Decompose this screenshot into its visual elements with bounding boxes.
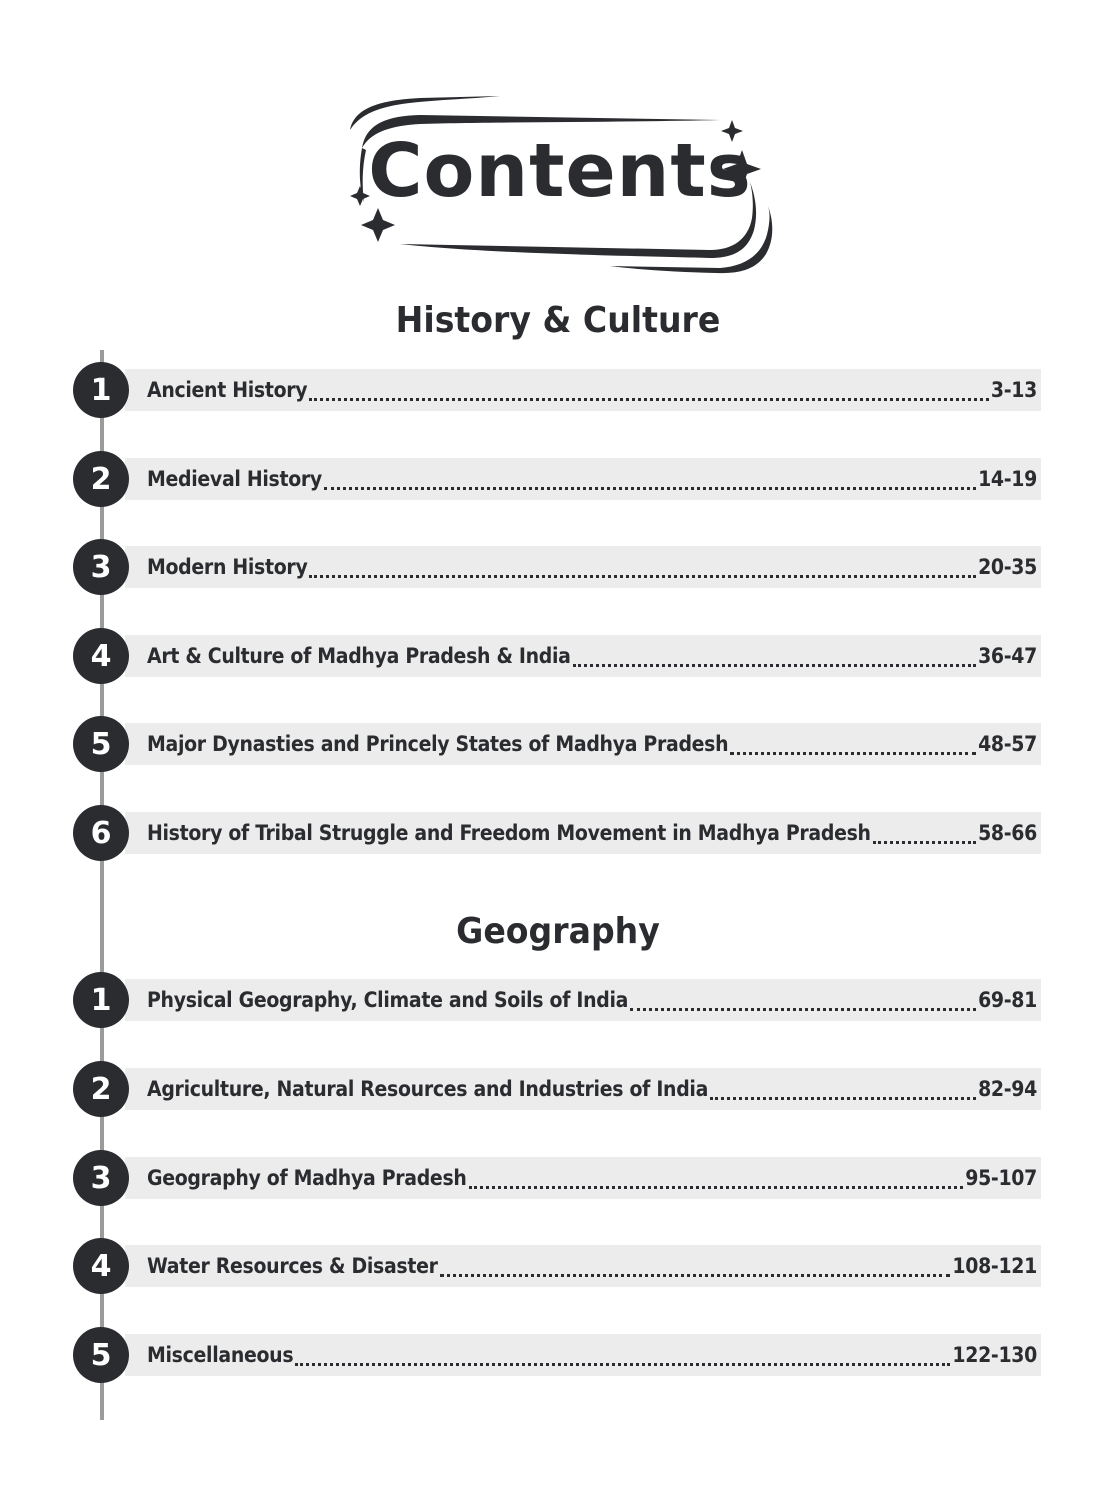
toc-entry[interactable]: [72, 715, 1042, 773]
chapter-number-badge: 1: [73, 362, 129, 418]
page-range: 58-66: [978, 821, 1037, 845]
toc-entry[interactable]: [72, 627, 1042, 685]
dot-leader: [573, 642, 976, 667]
toc-entry[interactable]: [72, 1149, 1042, 1207]
chapter-number-badge: 6: [73, 805, 129, 861]
dot-leader: [324, 465, 976, 490]
toc-entry-text: [147, 458, 1037, 500]
dot-leader: [440, 1252, 951, 1277]
toc-entry-text: [147, 723, 1037, 765]
dot-leader: [469, 1164, 964, 1189]
page-range: 20-35: [978, 555, 1037, 579]
toc-entry[interactable]: [72, 804, 1042, 862]
chapter-title: Modern History: [147, 555, 308, 579]
toc-entry[interactable]: [72, 538, 1042, 596]
toc-entry[interactable]: [72, 1237, 1042, 1295]
dot-leader: [630, 986, 976, 1011]
dot-leader: [873, 819, 976, 844]
dot-leader: [710, 1075, 976, 1100]
chapter-title: Art & Culture of Madhya Pradesh & India: [147, 644, 571, 668]
chapter-number-badge: 2: [73, 1061, 129, 1117]
section-heading-history: History & Culture: [395, 300, 721, 341]
page-title: Contents: [368, 128, 752, 214]
toc-entry-text: [147, 1334, 1037, 1376]
chapter-number-badge: 5: [73, 1327, 129, 1383]
dot-leader: [730, 730, 976, 755]
contents-badge: [340, 90, 780, 280]
section-heading-geography: Geography: [456, 911, 660, 952]
chapter-title: Geography of Madhya Pradesh: [147, 1166, 467, 1190]
chapter-title: History of Tribal Struggle and Freedom Movement in Madhya Pradesh: [147, 821, 871, 845]
chapter-number-badge: 4: [73, 1238, 129, 1294]
toc-entry-text: [147, 369, 1037, 411]
page-range: 3-13: [990, 378, 1037, 402]
page-range: 122-130: [952, 1343, 1037, 1367]
dot-leader: [309, 376, 989, 401]
page-range: 14-19: [978, 467, 1037, 491]
page-range: 82-94: [978, 1077, 1037, 1101]
chapter-title: Agriculture, Natural Resources and Industries of India: [147, 1077, 709, 1101]
page-range: 36-47: [978, 644, 1037, 668]
toc-entry[interactable]: [72, 450, 1042, 508]
chapter-title: Miscellaneous: [147, 1343, 294, 1367]
toc-entry-text: [147, 1157, 1037, 1199]
toc-entry[interactable]: [72, 1326, 1042, 1384]
chapter-number-badge: 3: [73, 539, 129, 595]
chapter-number-badge: 5: [73, 716, 129, 772]
toc-entry[interactable]: [72, 1060, 1042, 1118]
toc-entry[interactable]: [72, 971, 1042, 1029]
chapter-number-badge: 2: [73, 451, 129, 507]
page-range: 69-81: [978, 988, 1037, 1012]
page-range: 48-57: [978, 732, 1037, 756]
toc-entry-text: [147, 635, 1037, 677]
toc-entry[interactable]: [72, 361, 1042, 419]
chapter-title: Medieval History: [147, 467, 322, 491]
toc-entry-text: [147, 979, 1037, 1021]
chapter-title: Major Dynasties and Princely States of Madhya Pradesh: [147, 732, 729, 756]
chapter-number-badge: 1: [73, 972, 129, 1028]
page-range: 95-107: [965, 1166, 1037, 1190]
chapter-title: Physical Geography, Climate and Soils of India: [147, 988, 629, 1012]
chapter-number-badge: 3: [73, 1150, 129, 1206]
dot-leader: [295, 1341, 950, 1366]
chapter-number-badge: 4: [73, 628, 129, 684]
page-range: 108-121: [952, 1254, 1037, 1278]
toc-entry-text: [147, 1068, 1037, 1110]
toc-entry-text: [147, 546, 1037, 588]
toc-entry-text: [147, 1245, 1037, 1287]
chapter-title: Water Resources & Disaster: [147, 1254, 438, 1278]
dot-leader: [309, 553, 976, 578]
chapter-title: Ancient History: [147, 378, 308, 402]
toc-entry-text: [147, 812, 1037, 854]
